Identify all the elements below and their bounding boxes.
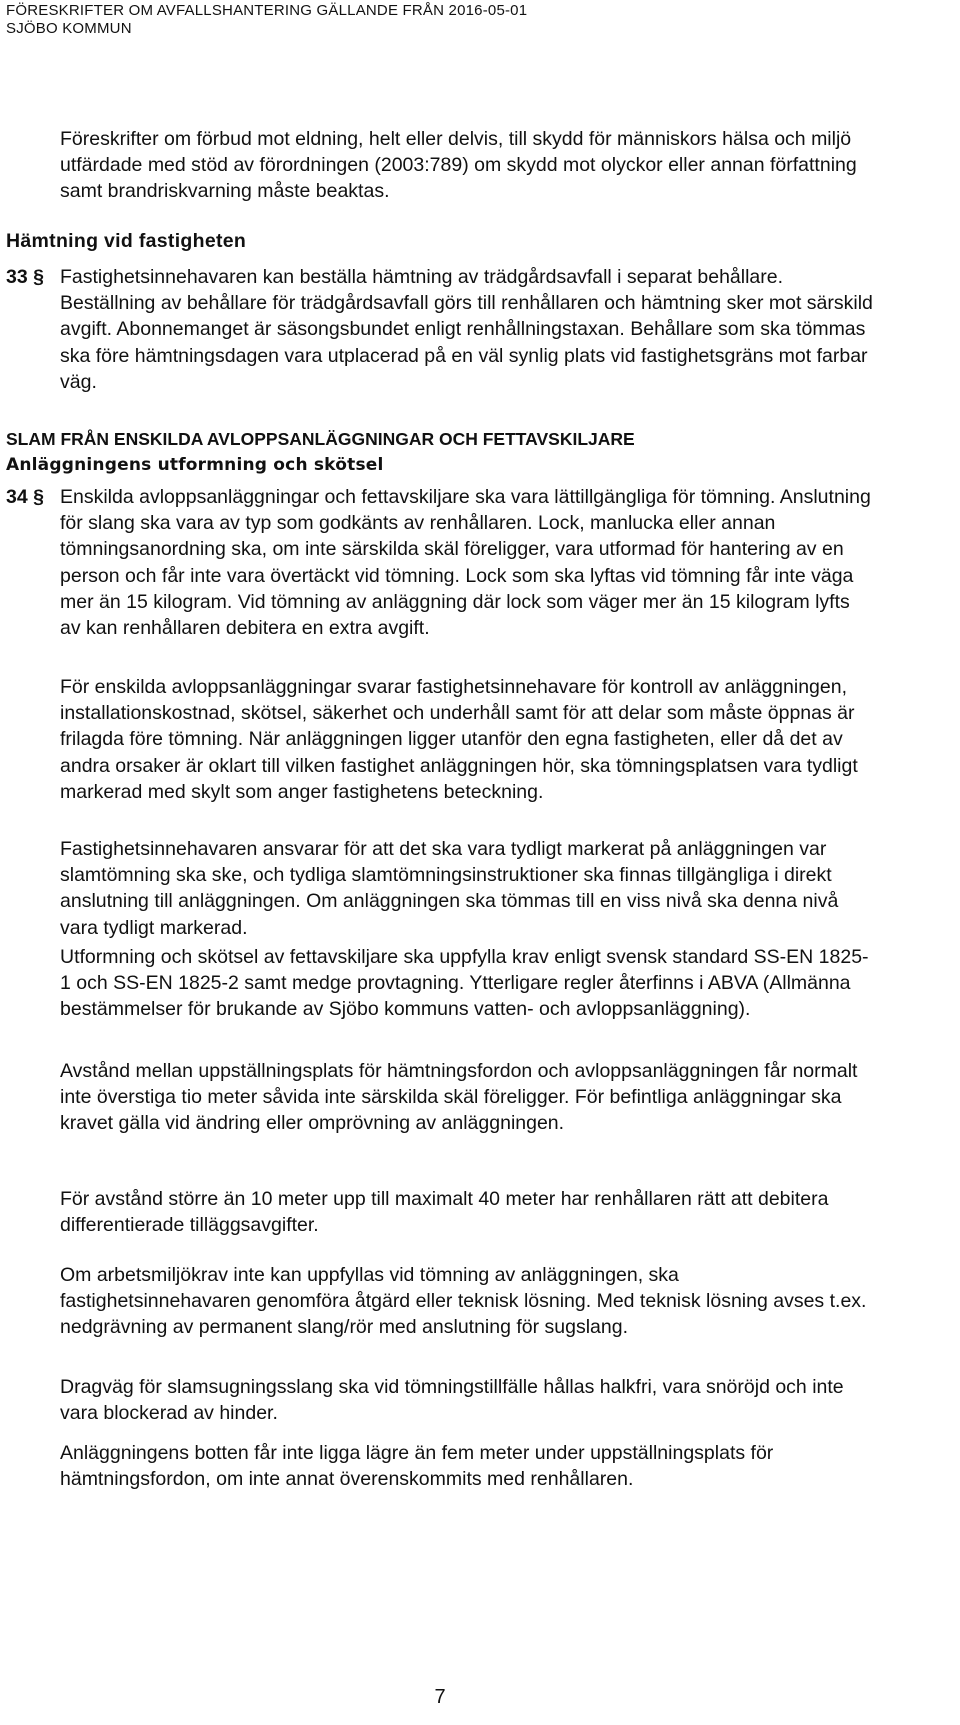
intro-paragraph <box>60 126 875 205</box>
section-34-paragraph-6: För avstånd större än 10 meter upp till maximalt 40 meter har renhållaren rätt att debitera differentierade tilläggsavgifter. <box>60 1188 829 1237</box>
section-34-heading-wrap <box>6 452 876 478</box>
section-34-paragraph-8: Dragväg för slamsugningsslang ska vid tömningstillfälle hållas halkfri, vara snöröjd och inte vara blockerad av hinder. <box>60 1376 844 1425</box>
section-34-p3-wrap <box>60 836 875 941</box>
section-34-number: 34 § <box>6 486 44 508</box>
intro-text: Föreskrifter om förbud mot eldning, helt eller delvis, till skydd för människors hälsa och miljö utfärdade med stöd av förordningen (2003:789) om skydd mot olyckor eller annan författning samt brandriskvarning måste beaktas. <box>60 128 857 203</box>
section-34-paragraph-5: Avstånd mellan uppställningsplats för hämtningsfordon och avloppsanläggningen får normalt inte överstiga tio meter såvida inte särskilda skäl föreligger. För befintliga anläggningar ska kravet gälla vid ändring eller omprövning av anläggningen. <box>60 1060 858 1135</box>
section-34-p6-wrap <box>60 1186 875 1238</box>
header-title: FÖRESKRIFTER OM AVFALLSHANTERING GÄLLANDE FRÅN 2016-05-01 <box>6 2 528 19</box>
section-34-paragraph-1: Enskilda avloppsanläggningar och fettavskiljare ska vara lättillgängliga för tömning. Anslutning för slang ska vara av typ som godkänts av renhållaren. Lock, manlucka eller annan tömningsanordning ska, om inte särskilda skäl föreligger, vara utformad för hantering av en person och får inte vara övertäckt vid tömning. Lock som ska lyftas vid tömning får inte väga mer än 15 kilogram. Vid tömning av anläggning där lock som väger mer än 15 kilogram lyfts av kan renhållaren debitera en extra avgift. <box>60 486 871 640</box>
section-34-p4-wrap <box>60 944 875 1023</box>
section-34-p5-wrap <box>60 1058 875 1137</box>
page-header <box>6 2 946 38</box>
section-34-paragraph-7: Om arbetsmiljökrav inte kan uppfyllas vid tömning av anläggningen, ska fastighetsinnehavaren genomföra åtgärd eller teknisk lösning. Med teknisk lösning avses t.ex. nedgrävning av permanent slang/rör med anslutning för sugslang. <box>60 1264 867 1339</box>
section-34-heading: Anläggningens utformning och skötsel <box>6 455 384 475</box>
section-33-number: 33 § <box>6 266 44 288</box>
section-34-p1-wrap <box>60 484 875 641</box>
section-34-p8-wrap <box>60 1374 875 1426</box>
page-number: 7 <box>434 1686 446 1708</box>
section-34-paragraph-4: Utformning och skötsel av fettavskiljare ska uppfylla krav enligt svensk standard SS-EN 1825-1 och SS-EN 1825-2 samt medge provtagning. Ytterligare regler återfinns i ABVA (Allmänna bestämmelser för brukande av Sjöbo kommuns vatten- och avloppsanläggning). <box>60 946 869 1021</box>
section-33-body <box>60 264 875 395</box>
section-34-p7-wrap <box>60 1262 875 1341</box>
section-33-text: Fastighetsinnehavaren kan beställa hämtning av trädgårdsavfall i separat behållare. Beställning av behållare för trädgårdsavfall görs till renhållaren och hämtning sker mot särskild avgift. Abonnemanget är säsongsbundet enligt renhållningstaxan. Behållare som ska tömmas ska före hämtningsdagen vara utplacerad på en väl synlig plats vid fastighetsgräns mot farbar väg. <box>60 266 873 393</box>
section-34-paragraph-2: För enskilda avloppsanläggningar svarar fastighetsinnehavare för kontroll av anläggningen, installationskostnad, skötsel, säkerhet och underhåll samt för att delar som måste öppnas är frilagda före tömning. När anläggningen ligger utanför den egna fastigheten, eller då det av andra orsaker är oklart till vilken fastighet anläggningen hör, ska tömningsplatsen vara tydligt markerad med skylt som anger fastighetens beteckning. <box>60 676 858 803</box>
section-33-title: Hämtning vid fastigheten <box>6 230 247 252</box>
section-34-paragraph-3: Fastighetsinnehavaren ansvarar för att det ska vara tydligt markerat på anläggningen var slamtömning ska ske, och tydliga slamtömningsinstruktioner ska finnas tillgängliga i direkt anslutning till anläggningen. Om anläggningen ska tömmas till en viss nivå ska denna nivå vara tydligt markerad. <box>60 838 839 939</box>
section-slam-title: SLAM FRÅN ENSKILDA AVLOPPSANLÄGGNINGAR OCH FETTAVSKILJARE <box>6 429 635 449</box>
section-34-paragraph-9: Anläggningens botten får inte ligga lägre än fem meter under uppställningsplats för hämtningsfordon, om inte annat överenskommits med renhållaren. <box>60 1442 774 1491</box>
section-34-p2-wrap <box>60 674 875 805</box>
section-33-heading <box>6 228 876 254</box>
section-34-p9-wrap <box>60 1440 875 1492</box>
header-municipality: SJÖBO KOMMUN <box>6 20 132 37</box>
section-slam-title-wrap <box>6 426 876 452</box>
